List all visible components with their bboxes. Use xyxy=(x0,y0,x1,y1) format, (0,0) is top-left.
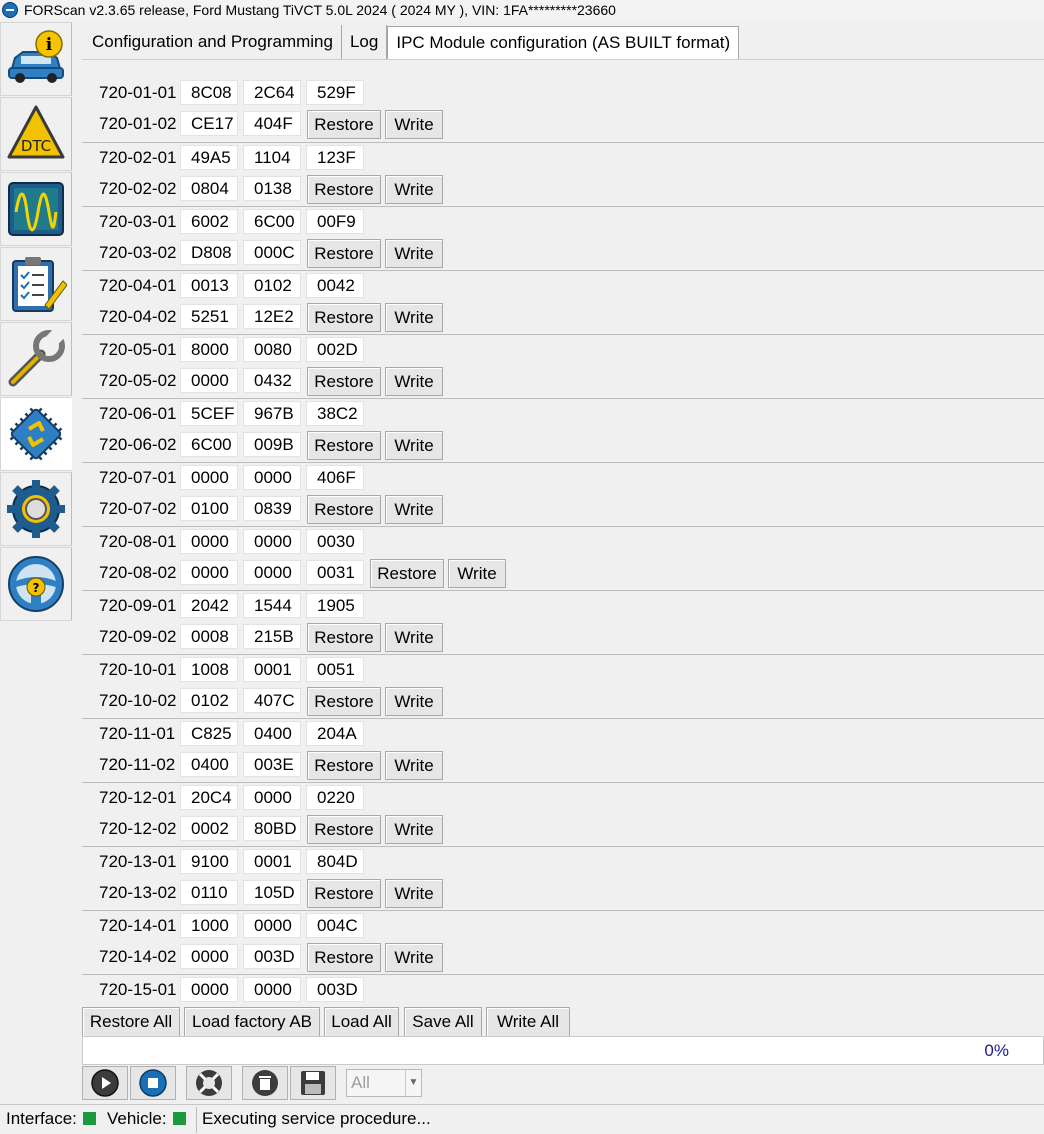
write-button[interactable]: Write xyxy=(385,751,443,780)
config-value-field[interactable]: 0000 xyxy=(243,529,301,554)
restore-button[interactable]: Restore xyxy=(307,495,381,524)
config-value-field[interactable]: 204A xyxy=(306,721,364,746)
config-row xyxy=(82,78,1044,108)
restore-button[interactable]: Restore xyxy=(307,110,381,139)
config-row-label: 720-12-02 xyxy=(99,819,177,838)
config-value-field[interactable]: 0110 xyxy=(180,880,238,905)
svg-text:?: ? xyxy=(32,581,40,595)
vehicle-status xyxy=(107,1109,189,1134)
clear-button[interactable] xyxy=(242,1066,288,1100)
config-row xyxy=(82,591,1044,621)
config-value-field[interactable]: 003D xyxy=(243,944,301,969)
sidebar xyxy=(0,22,72,1104)
config-value-field[interactable]: 6002 xyxy=(180,209,238,234)
wrench-icon xyxy=(5,328,67,390)
window-title: FORScan v2.3.65 release, Ford Mustang TiVCT 5.0L 2024 ( 2024 MY ), VIN: 1FA*********23660 xyxy=(24,2,616,18)
sidebar-item-checklist[interactable] xyxy=(0,247,72,321)
restore-button[interactable]: Restore xyxy=(307,879,381,908)
config-value-field[interactable]: 0839 xyxy=(243,496,301,521)
config-row xyxy=(82,847,1044,877)
config-value-field[interactable]: C825 xyxy=(180,721,238,746)
write-button[interactable]: Write xyxy=(385,495,443,524)
config-value-field[interactable]: 003D xyxy=(306,977,364,1002)
support-button[interactable] xyxy=(186,1066,232,1100)
config-value-field[interactable]: 2C64 xyxy=(243,80,301,105)
config-row-label: 720-03-01 xyxy=(99,212,177,231)
write-button[interactable]: Write xyxy=(385,367,443,396)
config-row-label: 720-13-01 xyxy=(99,852,177,871)
write-button[interactable]: Write xyxy=(385,431,443,460)
config-row-label: 720-14-01 xyxy=(99,916,177,935)
checklist-icon xyxy=(5,253,67,315)
config-value-field[interactable]: 0031 xyxy=(306,560,364,585)
config-group xyxy=(82,718,1044,782)
vehicle-info-icon xyxy=(5,28,67,90)
config-group xyxy=(82,270,1044,334)
svg-text:DTC: DTC xyxy=(20,137,52,155)
config-group xyxy=(82,590,1044,654)
config-row xyxy=(82,463,1044,493)
config-value-field[interactable]: 967B xyxy=(243,401,301,426)
sidebar-item-configuration[interactable] xyxy=(0,397,72,471)
restore-button[interactable]: Restore xyxy=(307,303,381,332)
config-value-field[interactable]: 20C4 xyxy=(180,785,238,810)
config-value-field[interactable]: 0100 xyxy=(180,496,238,521)
tab-configuration-programming[interactable]: Configuration and Programming xyxy=(84,25,342,60)
config-row-label: 720-07-02 xyxy=(99,499,177,518)
stop-button[interactable] xyxy=(130,1066,176,1100)
config-row xyxy=(82,494,1044,524)
config-value-field[interactable]: 0000 xyxy=(243,465,301,490)
oscilloscope-icon xyxy=(5,178,67,240)
restore-button[interactable]: Restore xyxy=(307,239,381,268)
restore-button[interactable]: Restore xyxy=(307,175,381,204)
config-value-field[interactable]: 0000 xyxy=(180,465,238,490)
config-row xyxy=(82,302,1044,332)
config-group xyxy=(82,910,1044,974)
config-row-label: 720-03-02 xyxy=(99,243,177,262)
config-value-field[interactable]: 0432 xyxy=(243,368,301,393)
tab-divider xyxy=(82,59,1044,60)
filter-selected-value: All xyxy=(351,1073,370,1092)
config-group xyxy=(82,78,1044,142)
config-value-field[interactable]: 406F xyxy=(306,465,364,490)
chevron-down-icon: ▼ xyxy=(405,1070,421,1096)
interface-status xyxy=(6,1109,99,1134)
config-value-field[interactable]: 0042 xyxy=(306,273,364,298)
config-value-field[interactable]: 9100 xyxy=(180,849,238,874)
config-value-field[interactable]: 0138 xyxy=(243,176,301,201)
config-row xyxy=(82,814,1044,844)
restore-button[interactable]: Restore xyxy=(307,943,381,972)
config-row-label: 720-02-02 xyxy=(99,179,177,198)
config-row xyxy=(82,527,1044,557)
load-all-button[interactable]: Load All xyxy=(324,1007,399,1037)
settings-gear-icon xyxy=(5,478,67,540)
config-value-field[interactable]: 0400 xyxy=(180,752,238,777)
config-value-field[interactable]: 123F xyxy=(306,145,364,170)
write-button[interactable]: Write xyxy=(385,239,443,268)
config-row-label: 720-15-01 xyxy=(99,980,177,999)
restore-button[interactable]: Restore xyxy=(307,815,381,844)
config-value-field[interactable]: 38C2 xyxy=(306,401,364,426)
config-value-field[interactable]: 0080 xyxy=(243,337,301,362)
config-value-field[interactable]: 0000 xyxy=(243,785,301,810)
config-row-label: 720-11-01 xyxy=(99,724,176,743)
config-value-field[interactable]: 0013 xyxy=(180,273,238,298)
config-row-label: 720-04-02 xyxy=(99,307,177,326)
vehicle-led-icon xyxy=(173,1112,186,1125)
tab-log[interactable]: Log xyxy=(342,25,387,60)
config-row xyxy=(82,783,1044,813)
help-steering-icon xyxy=(5,553,67,615)
config-group xyxy=(82,782,1044,846)
config-value-field[interactable]: 0001 xyxy=(243,849,301,874)
config-row xyxy=(82,143,1044,173)
config-row xyxy=(82,238,1044,268)
config-row xyxy=(82,655,1044,685)
config-value-field[interactable]: 529F xyxy=(306,80,364,105)
restore-button[interactable]: Restore xyxy=(307,367,381,396)
config-value-field[interactable]: 1905 xyxy=(306,593,364,618)
config-row xyxy=(82,271,1044,301)
config-value-field[interactable]: 0000 xyxy=(180,529,238,554)
config-row xyxy=(82,719,1044,749)
config-value-field[interactable]: 8C08 xyxy=(180,80,238,105)
as-built-config-list xyxy=(82,78,1044,1006)
config-value-field[interactable]: 0400 xyxy=(243,721,301,746)
svg-text:i: i xyxy=(45,35,53,55)
config-row-label: 720-09-02 xyxy=(99,627,177,646)
config-row xyxy=(82,174,1044,204)
config-group xyxy=(82,142,1044,206)
config-row xyxy=(82,430,1044,460)
config-row-label: 720-08-01 xyxy=(99,532,177,551)
interface-led-icon xyxy=(83,1112,96,1125)
write-button[interactable]: Write xyxy=(385,175,443,204)
restore-button[interactable]: Restore xyxy=(307,623,381,652)
sidebar-item-oscilloscope[interactable] xyxy=(0,172,72,246)
config-row-label: 720-04-01 xyxy=(99,276,177,295)
forscan-logo-icon xyxy=(2,2,18,18)
config-row xyxy=(82,686,1044,716)
config-row-label: 720-06-02 xyxy=(99,435,177,454)
config-row-label: 720-10-02 xyxy=(99,691,177,710)
config-row-label: 720-06-01 xyxy=(99,404,177,423)
config-value-field[interactable]: 6C00 xyxy=(243,209,301,234)
restore-button[interactable]: Restore xyxy=(307,687,381,716)
config-row xyxy=(82,942,1044,972)
config-row xyxy=(82,335,1044,365)
config-value-field[interactable]: 5251 xyxy=(180,304,238,329)
config-value-field[interactable]: 009B xyxy=(243,432,301,457)
status-bar xyxy=(0,1104,1044,1134)
config-group xyxy=(82,974,1044,1006)
config-value-field[interactable]: 804D xyxy=(306,849,364,874)
config-value-field[interactable]: 00F9 xyxy=(306,209,364,234)
config-row-label: 720-10-01 xyxy=(99,660,177,679)
config-value-field[interactable]: 1544 xyxy=(243,593,301,618)
restore-button[interactable]: Restore xyxy=(307,431,381,460)
write-button[interactable]: Write xyxy=(385,687,443,716)
config-row-label: 720-14-02 xyxy=(99,947,177,966)
config-value-field[interactable]: 0000 xyxy=(180,368,238,393)
config-value-field[interactable]: 0220 xyxy=(306,785,364,810)
config-value-field[interactable]: 1000 xyxy=(180,913,238,938)
stop-icon xyxy=(138,1068,168,1098)
config-row xyxy=(82,975,1044,1005)
write-button[interactable]: Write xyxy=(385,623,443,652)
floppy-save-icon xyxy=(298,1068,328,1098)
sidebar-item-vehicle-info[interactable] xyxy=(0,22,72,96)
restore-button[interactable]: Restore xyxy=(370,559,444,588)
write-button[interactable]: Write xyxy=(385,879,443,908)
write-button[interactable]: Write xyxy=(385,943,443,972)
config-row-label: 720-05-02 xyxy=(99,371,177,390)
config-value-field[interactable]: 12E2 xyxy=(243,304,301,329)
lifebuoy-icon xyxy=(194,1068,224,1098)
config-value-field[interactable]: 105D xyxy=(243,880,301,905)
trash-icon xyxy=(250,1068,280,1098)
config-group xyxy=(82,206,1044,270)
config-value-field[interactable]: 0000 xyxy=(243,913,301,938)
config-row-label: 720-05-01 xyxy=(99,340,177,359)
config-value-field[interactable]: D808 xyxy=(180,240,238,265)
filter-select[interactable] xyxy=(346,1069,422,1097)
config-value-field[interactable]: 2042 xyxy=(180,593,238,618)
config-row xyxy=(82,558,1044,588)
config-value-field[interactable]: 407C xyxy=(243,688,301,713)
sidebar-item-service[interactable] xyxy=(0,322,72,396)
write-button[interactable]: Write xyxy=(385,815,443,844)
config-value-field[interactable]: 0008 xyxy=(180,624,238,649)
config-value-field[interactable]: 49A5 xyxy=(180,145,238,170)
config-row-label: 720-09-01 xyxy=(99,596,177,615)
config-row-label: 720-08-02 xyxy=(99,563,177,582)
config-value-field[interactable]: 004C xyxy=(306,913,364,938)
config-value-field[interactable]: 1104 xyxy=(243,145,301,170)
config-value-field[interactable]: 0051 xyxy=(306,657,364,682)
config-value-field[interactable]: 80BD xyxy=(243,816,301,841)
tab-ipc-module-config[interactable]: IPC Module configuration (AS BUILT format) xyxy=(387,26,739,60)
config-group xyxy=(82,526,1044,590)
config-value-field[interactable]: 002D xyxy=(306,337,364,362)
restore-all-button[interactable]: Restore All xyxy=(82,1007,180,1037)
config-row xyxy=(82,109,1044,139)
restore-button[interactable]: Restore xyxy=(307,751,381,780)
config-value-field[interactable]: 0002 xyxy=(180,816,238,841)
config-value-field[interactable]: 0804 xyxy=(180,176,238,201)
config-value-field[interactable]: 0000 xyxy=(180,944,238,969)
config-value-field[interactable]: 0102 xyxy=(180,688,238,713)
progress-percent: 0% xyxy=(984,1041,1009,1060)
config-value-field[interactable]: 6C00 xyxy=(180,432,238,457)
vehicle-label: Vehicle: xyxy=(107,1109,167,1128)
sidebar-item-settings[interactable] xyxy=(0,472,72,546)
config-value-field[interactable]: 0030 xyxy=(306,529,364,554)
config-value-field[interactable]: 0000 xyxy=(180,977,238,1002)
dtc-icon xyxy=(5,103,67,165)
save-all-button[interactable]: Save All xyxy=(404,1007,482,1037)
config-row-label: 720-07-01 xyxy=(99,468,177,487)
config-row-label: 720-11-02 xyxy=(99,755,176,774)
config-value-field[interactable]: 8000 xyxy=(180,337,238,362)
config-group xyxy=(82,462,1044,526)
config-row-label: 720-13-02 xyxy=(99,883,177,902)
config-value-field[interactable]: 000C xyxy=(243,240,301,265)
config-value-field[interactable]: 003E xyxy=(243,752,301,777)
config-row xyxy=(82,878,1044,908)
config-group xyxy=(82,654,1044,718)
config-value-field[interactable]: 404F xyxy=(243,111,301,136)
config-value-field[interactable]: CE17 xyxy=(180,111,238,136)
sidebar-item-dtc[interactable] xyxy=(0,97,72,171)
play-icon xyxy=(90,1068,120,1098)
config-row xyxy=(82,750,1044,780)
start-button[interactable] xyxy=(82,1066,128,1100)
write-button[interactable]: Write xyxy=(385,110,443,139)
config-value-field[interactable]: 0001 xyxy=(243,657,301,682)
config-row xyxy=(82,622,1044,652)
config-group xyxy=(82,398,1044,462)
config-row-label: 720-02-01 xyxy=(99,148,177,167)
write-button[interactable]: Write xyxy=(448,559,506,588)
config-value-field[interactable]: 0000 xyxy=(243,977,301,1002)
save-log-button[interactable] xyxy=(290,1066,336,1100)
progress-bar xyxy=(82,1036,1044,1065)
config-group xyxy=(82,846,1044,910)
module-config-chip-icon xyxy=(5,403,67,465)
config-value-field[interactable]: 215B xyxy=(243,624,301,649)
sidebar-item-help[interactable] xyxy=(0,547,72,621)
config-row xyxy=(82,366,1044,396)
config-value-field[interactable]: 0000 xyxy=(243,560,301,585)
title-bar xyxy=(0,0,1044,20)
config-value-field[interactable]: 0000 xyxy=(180,560,238,585)
config-value-field[interactable]: 1008 xyxy=(180,657,238,682)
config-row-label: 720-12-01 xyxy=(99,788,177,807)
config-group xyxy=(82,334,1044,398)
config-value-field[interactable]: 0102 xyxy=(243,273,301,298)
config-value-field[interactable]: 5CEF xyxy=(180,401,238,426)
config-row xyxy=(82,399,1044,429)
load-factory-ab-button[interactable]: Load factory AB xyxy=(184,1007,320,1037)
config-row xyxy=(82,207,1044,237)
write-button[interactable]: Write xyxy=(385,303,443,332)
config-row-label: 720-01-01 xyxy=(99,83,177,102)
config-row-label: 720-01-02 xyxy=(99,114,177,133)
status-divider xyxy=(196,1107,197,1133)
config-row xyxy=(82,911,1044,941)
interface-label: Interface: xyxy=(6,1109,77,1128)
status-message: Executing service procedure... xyxy=(202,1109,431,1128)
write-all-button[interactable]: Write All xyxy=(486,1007,570,1037)
tab-bar xyxy=(84,26,739,60)
